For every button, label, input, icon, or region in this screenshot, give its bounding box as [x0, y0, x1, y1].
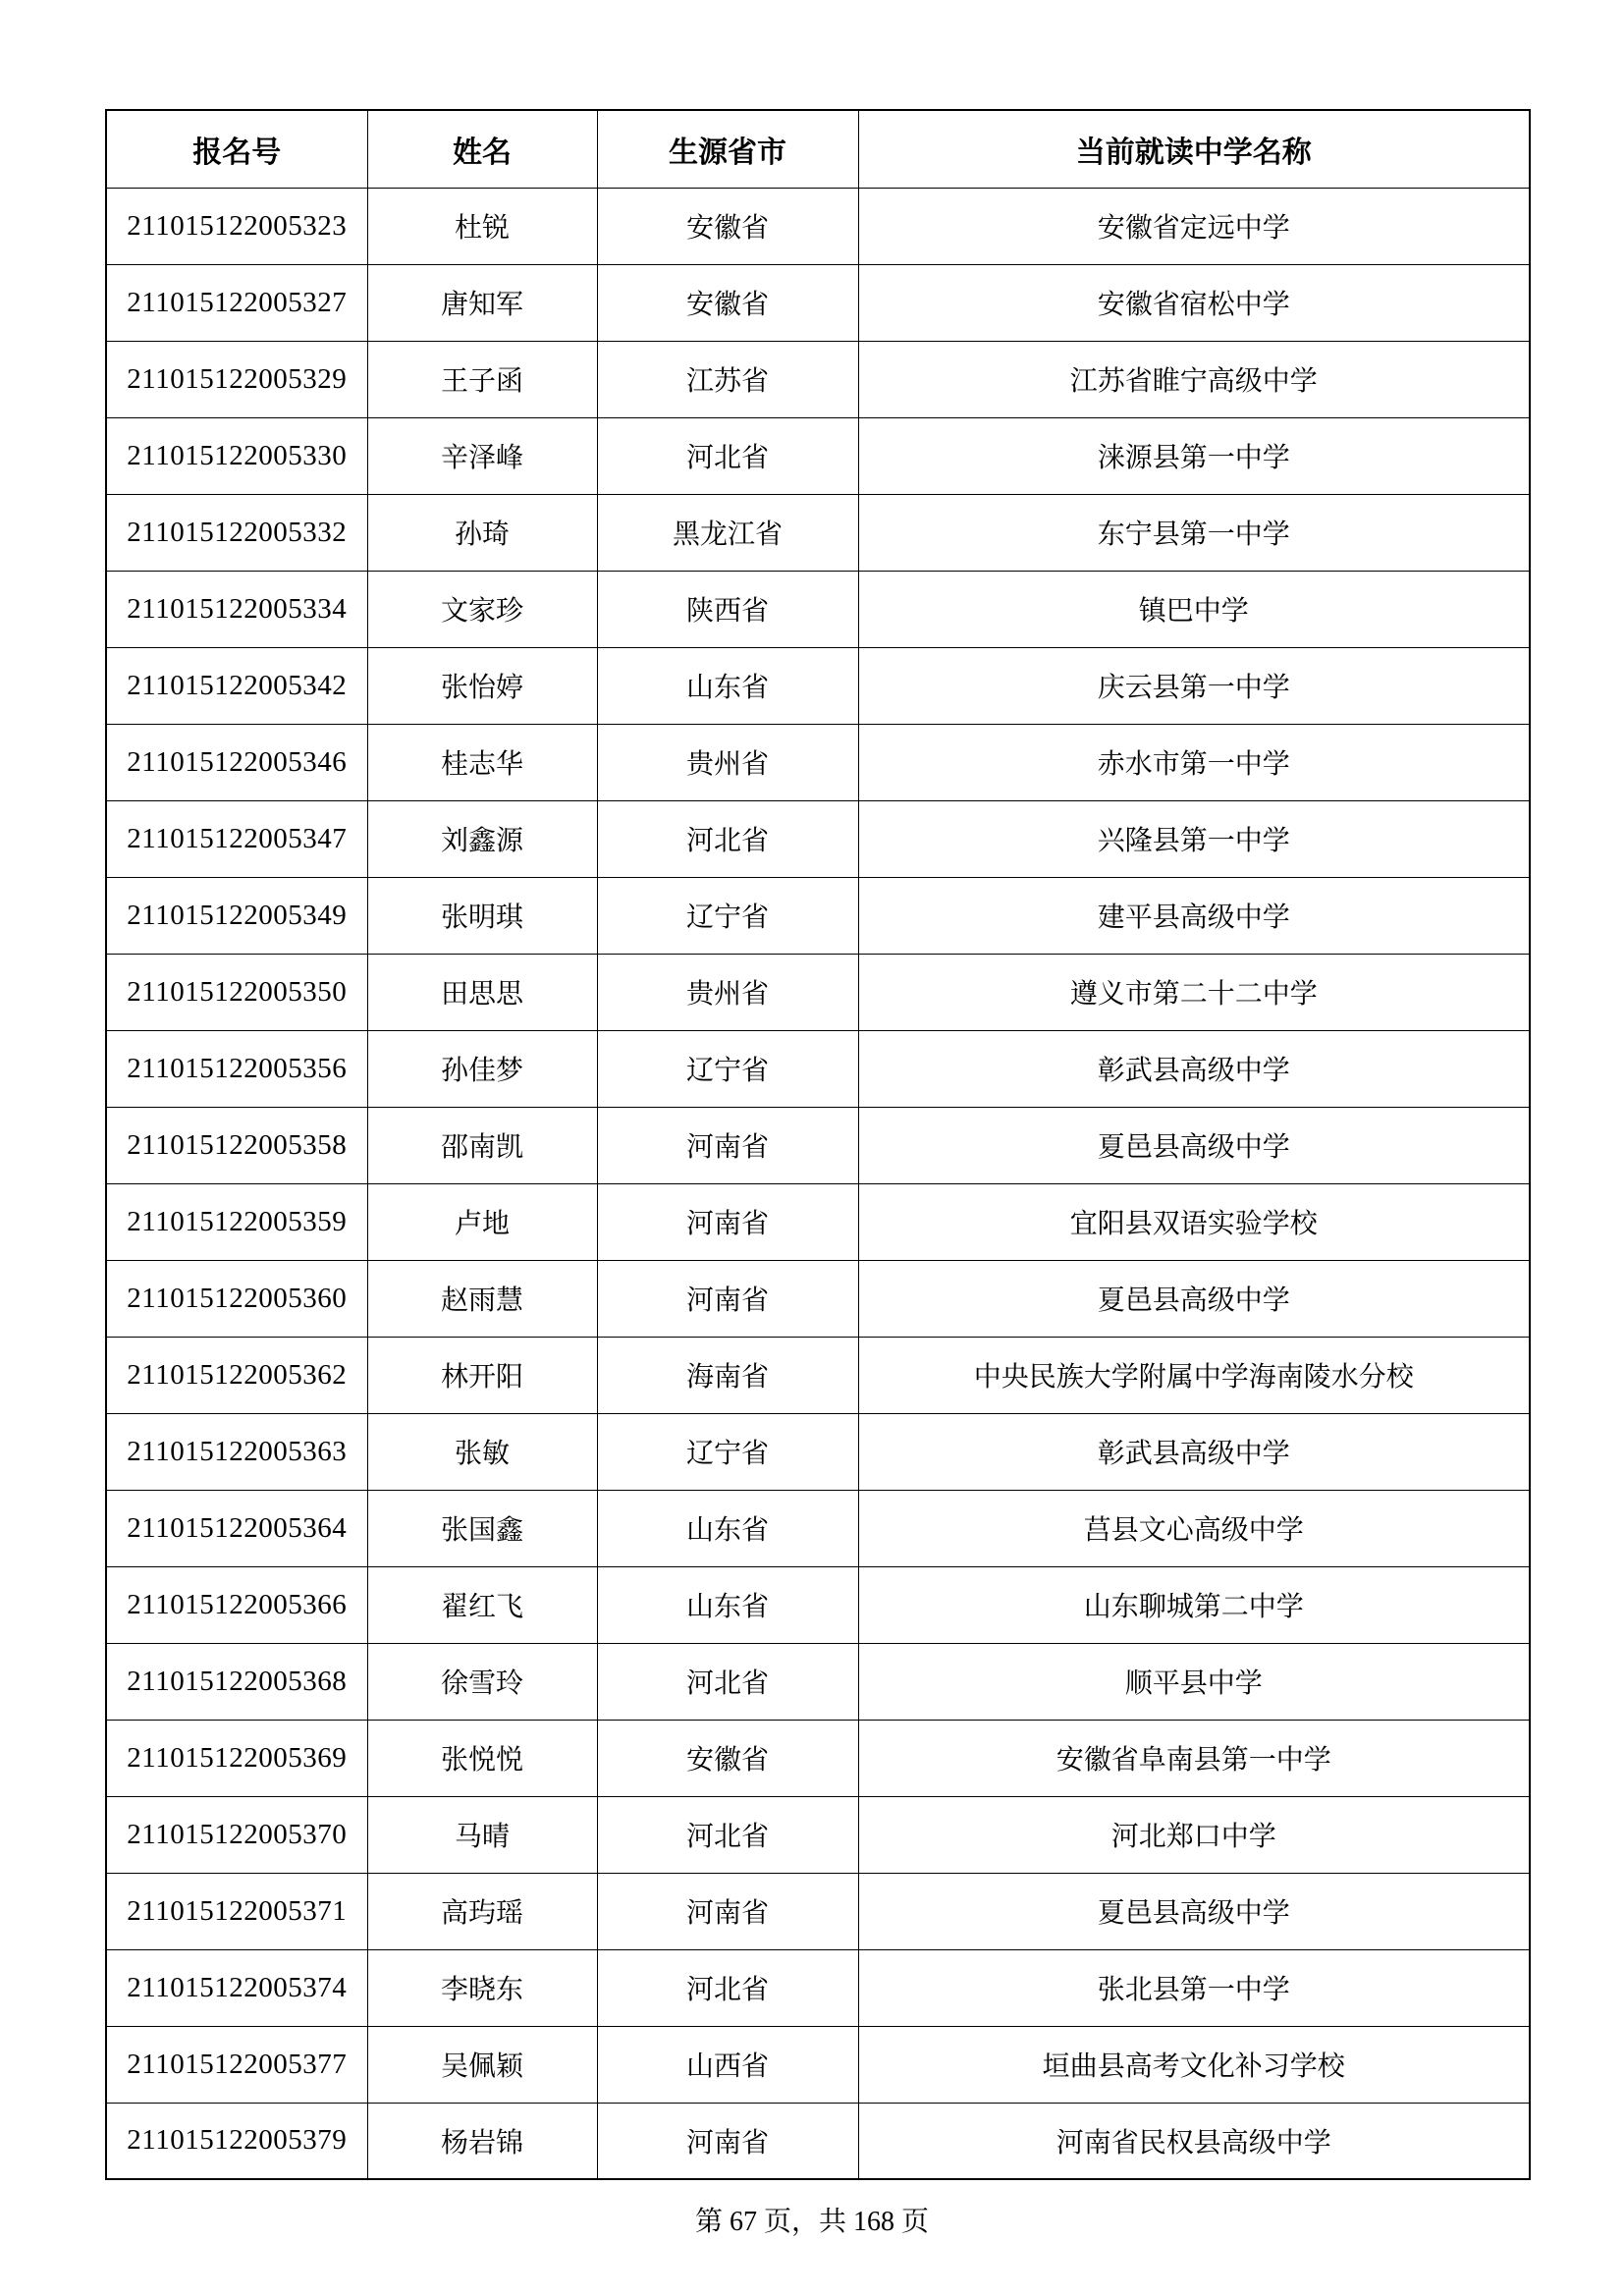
table-row — [106, 1260, 1530, 1337]
cell-name: 王子函 — [367, 341, 597, 417]
cell-province: 河南省 — [597, 1873, 858, 1949]
cell-province: 安徽省 — [597, 1720, 858, 1796]
table-row — [106, 341, 1530, 417]
table-row — [106, 2026, 1530, 2103]
cell-province: 贵州省 — [597, 724, 858, 800]
cell-school: 山东聊城第二中学 — [858, 1566, 1530, 1643]
cell-province: 山东省 — [597, 647, 858, 724]
cell-name: 翟红飞 — [367, 1566, 597, 1643]
cell-name: 田思思 — [367, 954, 597, 1030]
cell-registration-number: 211015122005371 — [106, 1873, 367, 1949]
cell-province: 河北省 — [597, 1949, 858, 2026]
cell-school: 彰武县高级中学 — [858, 1030, 1530, 1107]
header-province: 生源省市 — [597, 110, 858, 188]
cell-school: 中央民族大学附属中学海南陵水分校 — [858, 1337, 1530, 1413]
header-registration-number: 报名号 — [106, 110, 367, 188]
cell-registration-number: 211015122005369 — [106, 1720, 367, 1796]
cell-registration-number: 211015122005346 — [106, 724, 367, 800]
cell-province: 辽宁省 — [597, 1413, 858, 1490]
cell-name: 文家珍 — [367, 571, 597, 647]
table-row — [106, 647, 1530, 724]
cell-school: 宜阳县双语实验学校 — [858, 1183, 1530, 1260]
cell-school: 涞源县第一中学 — [858, 417, 1530, 494]
table-row — [106, 571, 1530, 647]
roster-table-body — [106, 188, 1530, 2179]
cell-name: 林开阳 — [367, 1337, 597, 1413]
cell-registration-number: 211015122005363 — [106, 1413, 367, 1490]
table-row — [106, 1643, 1530, 1720]
cell-name: 张悦悦 — [367, 1720, 597, 1796]
cell-registration-number: 211015122005359 — [106, 1183, 367, 1260]
cell-registration-number: 211015122005342 — [106, 647, 367, 724]
cell-province: 贵州省 — [597, 954, 858, 1030]
cell-registration-number: 211015122005374 — [106, 1949, 367, 2026]
cell-name: 唐知军 — [367, 264, 597, 341]
table-row — [106, 1337, 1530, 1413]
cell-school: 夏邑县高级中学 — [858, 1260, 1530, 1337]
cell-name: 赵雨慧 — [367, 1260, 597, 1337]
cell-name: 辛泽峰 — [367, 417, 597, 494]
cell-school: 河南省民权县高级中学 — [858, 2103, 1530, 2179]
cell-province: 江苏省 — [597, 341, 858, 417]
cell-school: 垣曲县高考文化补习学校 — [858, 2026, 1530, 2103]
roster-table — [105, 109, 1531, 2180]
cell-school: 河北郑口中学 — [858, 1796, 1530, 1873]
cell-registration-number: 211015122005327 — [106, 264, 367, 341]
cell-name: 吴佩颖 — [367, 2026, 597, 2103]
cell-registration-number: 211015122005366 — [106, 1566, 367, 1643]
cell-registration-number: 211015122005368 — [106, 1643, 367, 1720]
cell-school: 东宁县第一中学 — [858, 494, 1530, 571]
table-row — [106, 1413, 1530, 1490]
cell-registration-number: 211015122005334 — [106, 571, 367, 647]
cell-province: 海南省 — [597, 1337, 858, 1413]
cell-name: 杜锐 — [367, 188, 597, 264]
table-row — [106, 2103, 1530, 2179]
cell-school: 莒县文心高级中学 — [858, 1490, 1530, 1566]
table-row — [106, 800, 1530, 877]
header-school: 当前就读中学名称 — [858, 110, 1530, 188]
cell-school: 庆云县第一中学 — [858, 647, 1530, 724]
cell-province: 黑龙江省 — [597, 494, 858, 571]
table-row — [106, 1566, 1530, 1643]
table-row — [106, 417, 1530, 494]
cell-name: 桂志华 — [367, 724, 597, 800]
cell-name: 高玙瑶 — [367, 1873, 597, 1949]
cell-registration-number: 211015122005360 — [106, 1260, 367, 1337]
table-row — [106, 1490, 1530, 1566]
cell-name: 邵南凯 — [367, 1107, 597, 1183]
cell-name: 刘鑫源 — [367, 800, 597, 877]
roster-sheet — [105, 109, 1529, 2180]
cell-registration-number: 211015122005362 — [106, 1337, 367, 1413]
cell-registration-number: 211015122005358 — [106, 1107, 367, 1183]
cell-registration-number: 211015122005377 — [106, 2026, 367, 2103]
cell-registration-number: 211015122005329 — [106, 341, 367, 417]
cell-registration-number: 211015122005332 — [106, 494, 367, 571]
cell-name: 张国鑫 — [367, 1490, 597, 1566]
cell-name: 马晴 — [367, 1796, 597, 1873]
cell-name: 张敏 — [367, 1413, 597, 1490]
cell-name: 卢地 — [367, 1183, 597, 1260]
cell-name: 张明琪 — [367, 877, 597, 954]
cell-registration-number: 211015122005323 — [106, 188, 367, 264]
cell-province: 河北省 — [597, 800, 858, 877]
cell-registration-number: 211015122005379 — [106, 2103, 367, 2179]
table-row — [106, 1183, 1530, 1260]
cell-registration-number: 211015122005364 — [106, 1490, 367, 1566]
cell-registration-number: 211015122005330 — [106, 417, 367, 494]
page-number: 第 67 页，共 168 页 — [694, 2207, 929, 2237]
cell-school: 安徽省宿松中学 — [858, 264, 1530, 341]
cell-name: 孙琦 — [367, 494, 597, 571]
cell-province: 河南省 — [597, 1107, 858, 1183]
cell-province: 河北省 — [597, 417, 858, 494]
table-row — [106, 1720, 1530, 1796]
cell-name: 李晓东 — [367, 1949, 597, 2026]
cell-registration-number: 211015122005350 — [106, 954, 367, 1030]
cell-name: 张怡婷 — [367, 647, 597, 724]
table-row — [106, 1873, 1530, 1949]
cell-school: 顺平县中学 — [858, 1643, 1530, 1720]
cell-school: 安徽省阜南县第一中学 — [858, 1720, 1530, 1796]
cell-school: 张北县第一中学 — [858, 1949, 1530, 2026]
cell-province: 安徽省 — [597, 188, 858, 264]
cell-province: 山西省 — [597, 2026, 858, 2103]
cell-province: 河南省 — [597, 1260, 858, 1337]
cell-name: 徐雪玲 — [367, 1643, 597, 1720]
table-row — [106, 954, 1530, 1030]
table-row — [106, 724, 1530, 800]
cell-registration-number: 211015122005356 — [106, 1030, 367, 1107]
table-row — [106, 264, 1530, 341]
cell-name: 杨岩锦 — [367, 2103, 597, 2179]
cell-school: 兴隆县第一中学 — [858, 800, 1530, 877]
roster-table-header — [106, 110, 1530, 188]
header-row — [106, 110, 1530, 188]
cell-province: 辽宁省 — [597, 877, 858, 954]
cell-school: 建平县高级中学 — [858, 877, 1530, 954]
header-name: 姓名 — [367, 110, 597, 188]
cell-province: 山东省 — [597, 1490, 858, 1566]
cell-province: 河南省 — [597, 2103, 858, 2179]
table-row — [106, 494, 1530, 571]
cell-school: 安徽省定远中学 — [858, 188, 1530, 264]
cell-province: 陕西省 — [597, 571, 858, 647]
cell-registration-number: 211015122005349 — [106, 877, 367, 954]
table-row — [106, 1949, 1530, 2026]
table-row — [106, 1796, 1530, 1873]
cell-school: 镇巴中学 — [858, 571, 1530, 647]
table-row — [106, 1107, 1530, 1183]
cell-name: 孙佳梦 — [367, 1030, 597, 1107]
cell-registration-number: 211015122005370 — [106, 1796, 367, 1873]
cell-school: 夏邑县高级中学 — [858, 1873, 1530, 1949]
cell-province: 辽宁省 — [597, 1030, 858, 1107]
cell-school: 夏邑县高级中学 — [858, 1107, 1530, 1183]
cell-school: 彰武县高级中学 — [858, 1413, 1530, 1490]
cell-registration-number: 211015122005347 — [106, 800, 367, 877]
cell-school: 遵义市第二十二中学 — [858, 954, 1530, 1030]
cell-school: 江苏省睢宁高级中学 — [858, 341, 1530, 417]
cell-province: 安徽省 — [597, 264, 858, 341]
table-row — [106, 188, 1530, 264]
cell-province: 河北省 — [597, 1796, 858, 1873]
cell-province: 河南省 — [597, 1183, 858, 1260]
table-row — [106, 1030, 1530, 1107]
table-row — [106, 877, 1530, 954]
cell-school: 赤水市第一中学 — [858, 724, 1530, 800]
cell-province: 河北省 — [597, 1643, 858, 1720]
cell-province: 山东省 — [597, 1566, 858, 1643]
